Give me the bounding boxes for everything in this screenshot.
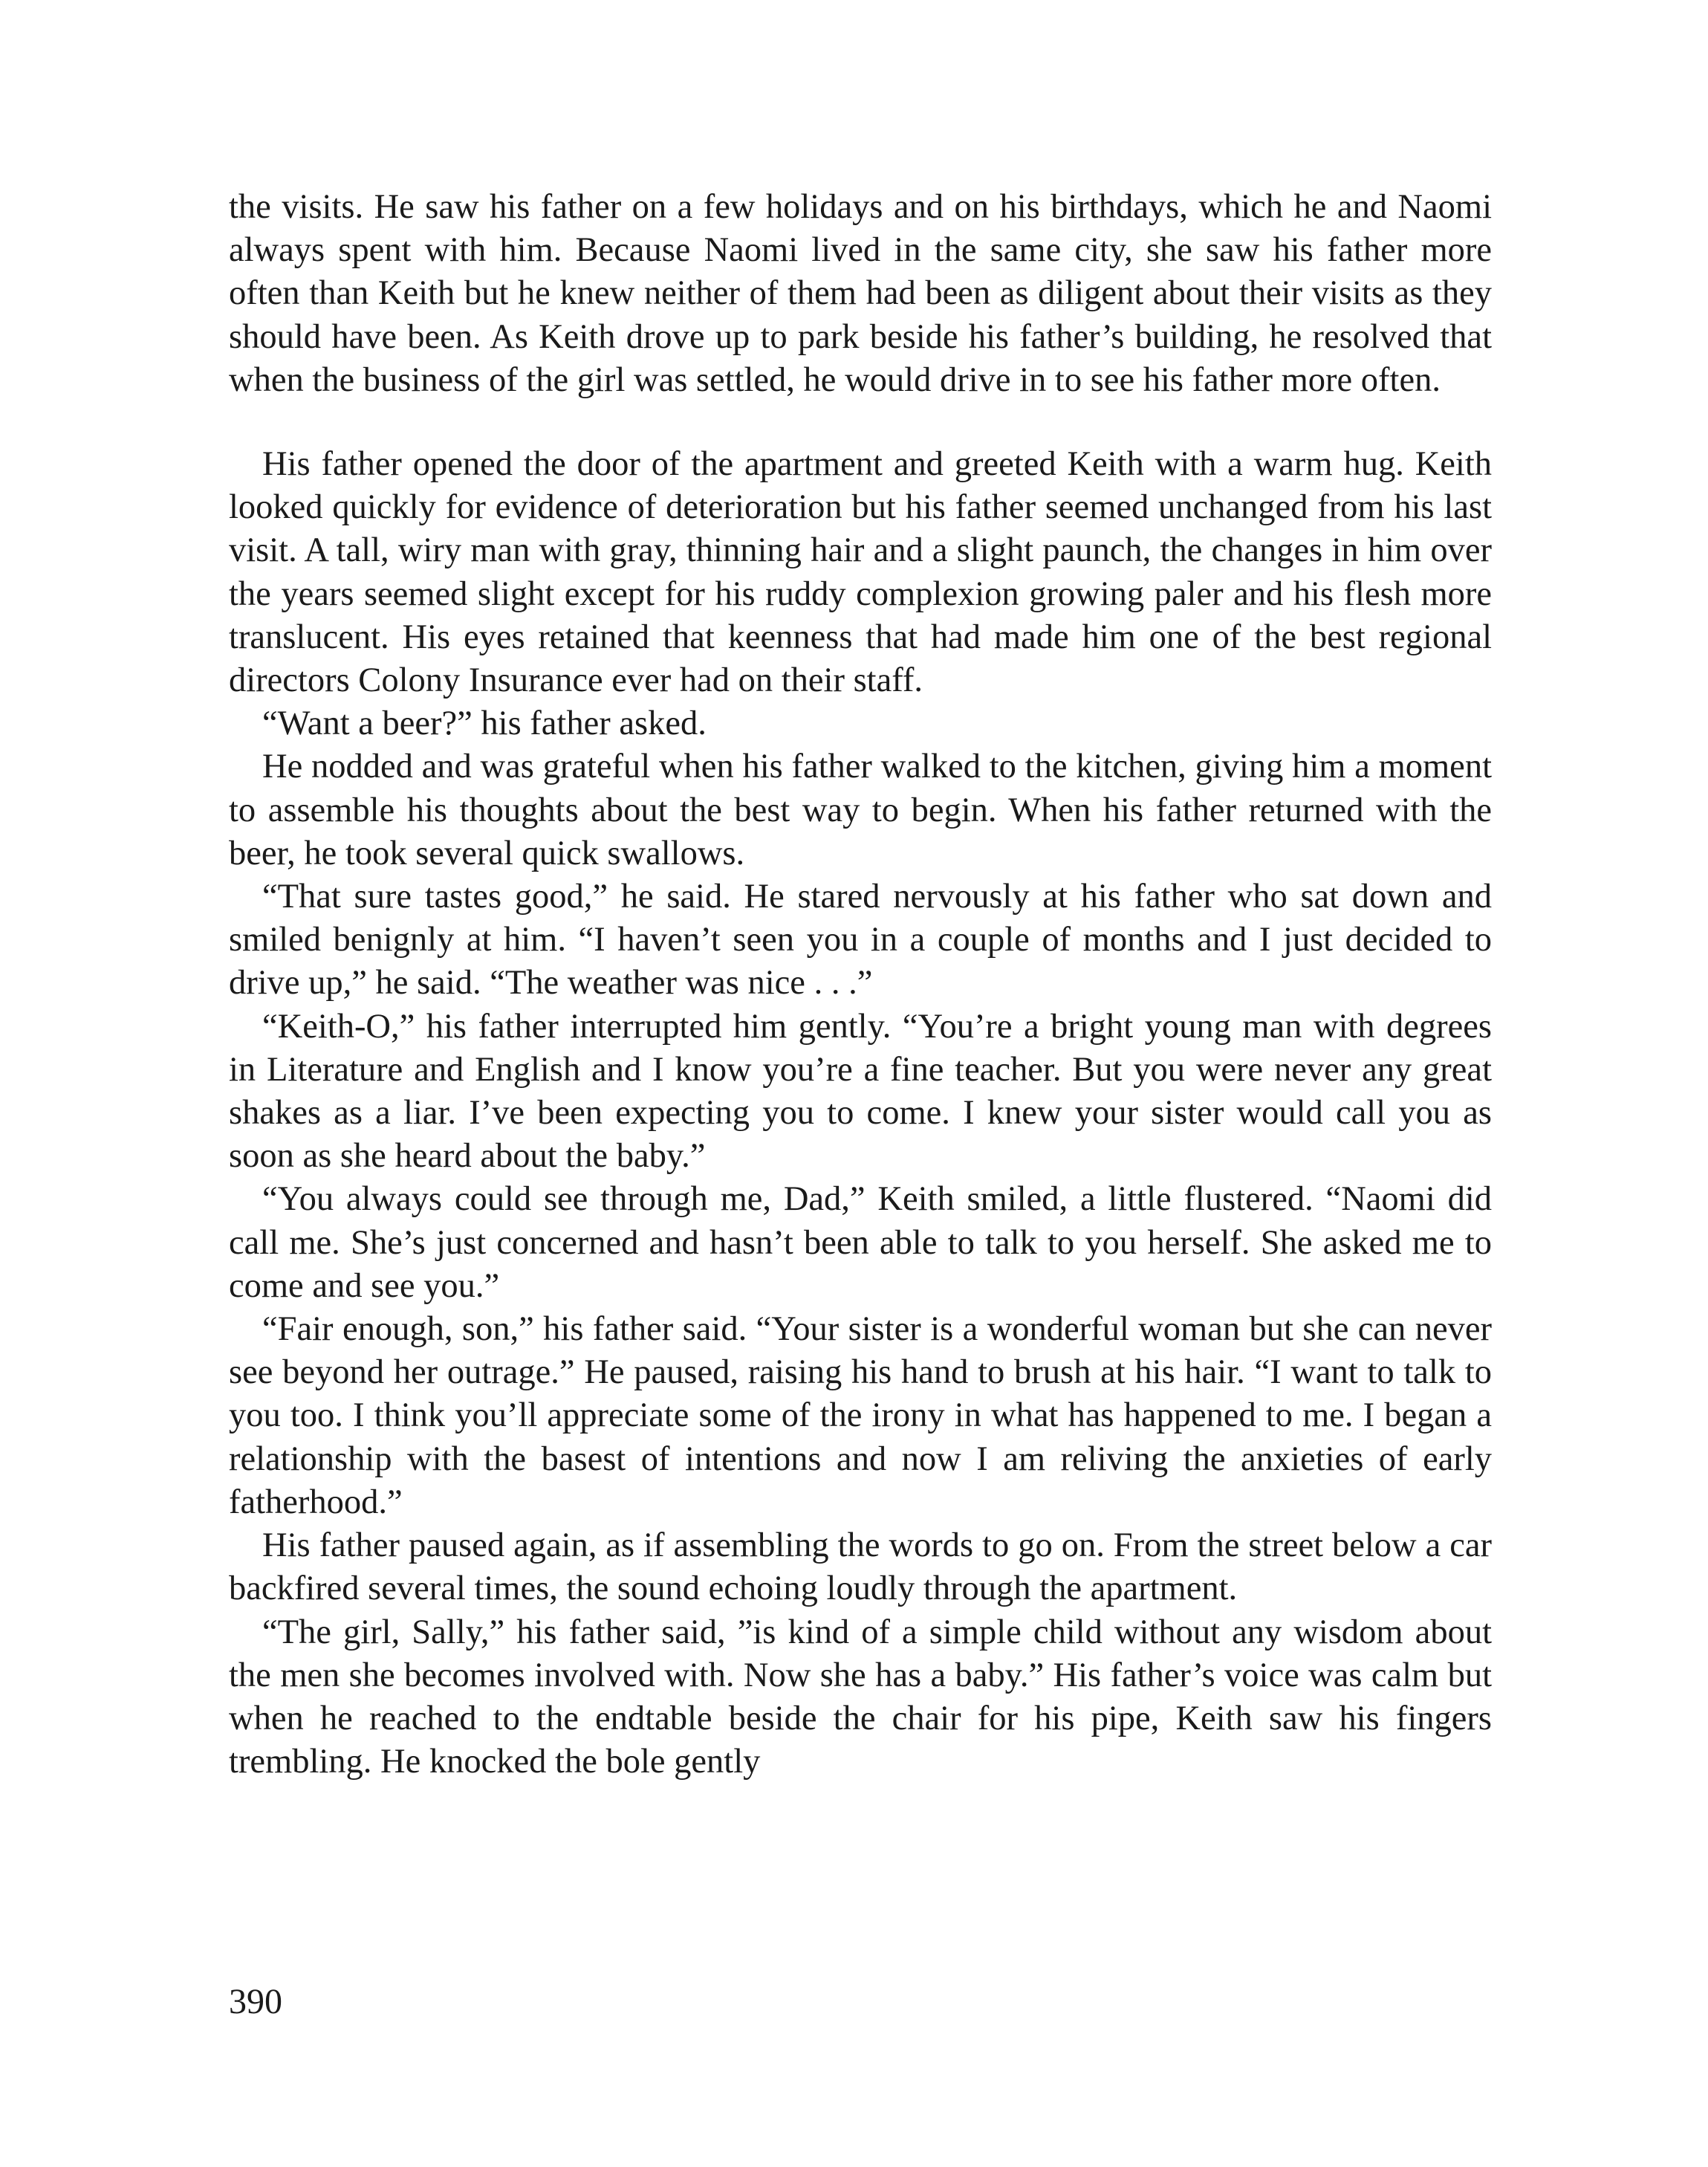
paragraph: He nodded and was grateful when his father walked to the kitchen, giving him a moment to assemble his thoughts about the best way to begin. When his father returned with the beer, he took several quick swallows.	[229, 748, 1492, 872]
paragraph: His father opened the door of the apartment and greeted Keith with a warm hug. Keith looked quickly for evidence of deterioration but his father seemed unchanged from his last visit. A tall, wiry man with gray, thinning hair and a slight paunch, the changes in him over the years seemed slight except for his ruddy complexion growing paler and his flesh more translucent. His eyes retained that keenness that had made him one of the best regional directors Colony Insurance ever had on their staff.	[229, 445, 1492, 700]
page-text	[229, 186, 1492, 1784]
page-number: 390	[229, 1982, 282, 2021]
paragraph: “That sure tastes good,” he said. He stared nervously at his father who sat down and smiled benignly at him. “I haven’t seen you in a couple of months and I just decided to drive up,” he said. “The weather was nice . . .”	[229, 878, 1492, 1002]
paragraph: the visits. He saw his father on a few holidays and on his birthdays, which he and Naomi always spent with him. Because Naomi lived in the same city, she saw his father more often than Keith but he knew neither of them had been as diligent about their visits as they should have been. As Keith drove up to park beside his father’s building, he resolved that when the business of the girl was settled, he would drive in to see his father more often.	[229, 188, 1492, 399]
section-break	[229, 402, 1492, 443]
paragraph: “You always could see through me, Dad,” Keith smiled, a little flustered. “Naomi did call me. She’s just concerned and hasn’t been able to talk to you herself. She asked me to come and see you.”	[229, 1180, 1492, 1305]
paragraph: “Fair enough, son,” his father said. “Your sister is a wonderful woman but she can never see beyond her outrage.” He paused, raising his hand to brush at his hair. “I want to talk to you too. I think you’ll appreciate some of the irony in what has happened to me. I began a relationship with the basest of intentions and now I am reliving the anxieties of early fatherhood.”	[229, 1310, 1492, 1521]
paragraph: “Keith-O,” his father interrupted him gently. “You’re a bright young man with degrees in Literature and English and I know you’re a fine teacher. But you were never any great shakes as a liar. I’ve been expecting you to come. I knew your sister would call you as soon as she heard about the baby.”	[229, 1007, 1492, 1176]
paragraph: “Want a beer?” his father asked.	[262, 704, 707, 743]
paragraph: “The girl, Sally,” his father said, ”is kind of a simple child without any wisdom about the men she becomes involved with. Now she has a baby.” His father’s voice was calm but when he reached to the endtable beside the chair for his pipe, Keith saw his fingers trembling. He knocked the bole gently	[229, 1613, 1492, 1781]
paragraph: His father paused again, as if assembling the words to go on. From the street below a car backfired several times, the sound echoing loudly through the apartment.	[229, 1526, 1492, 1608]
